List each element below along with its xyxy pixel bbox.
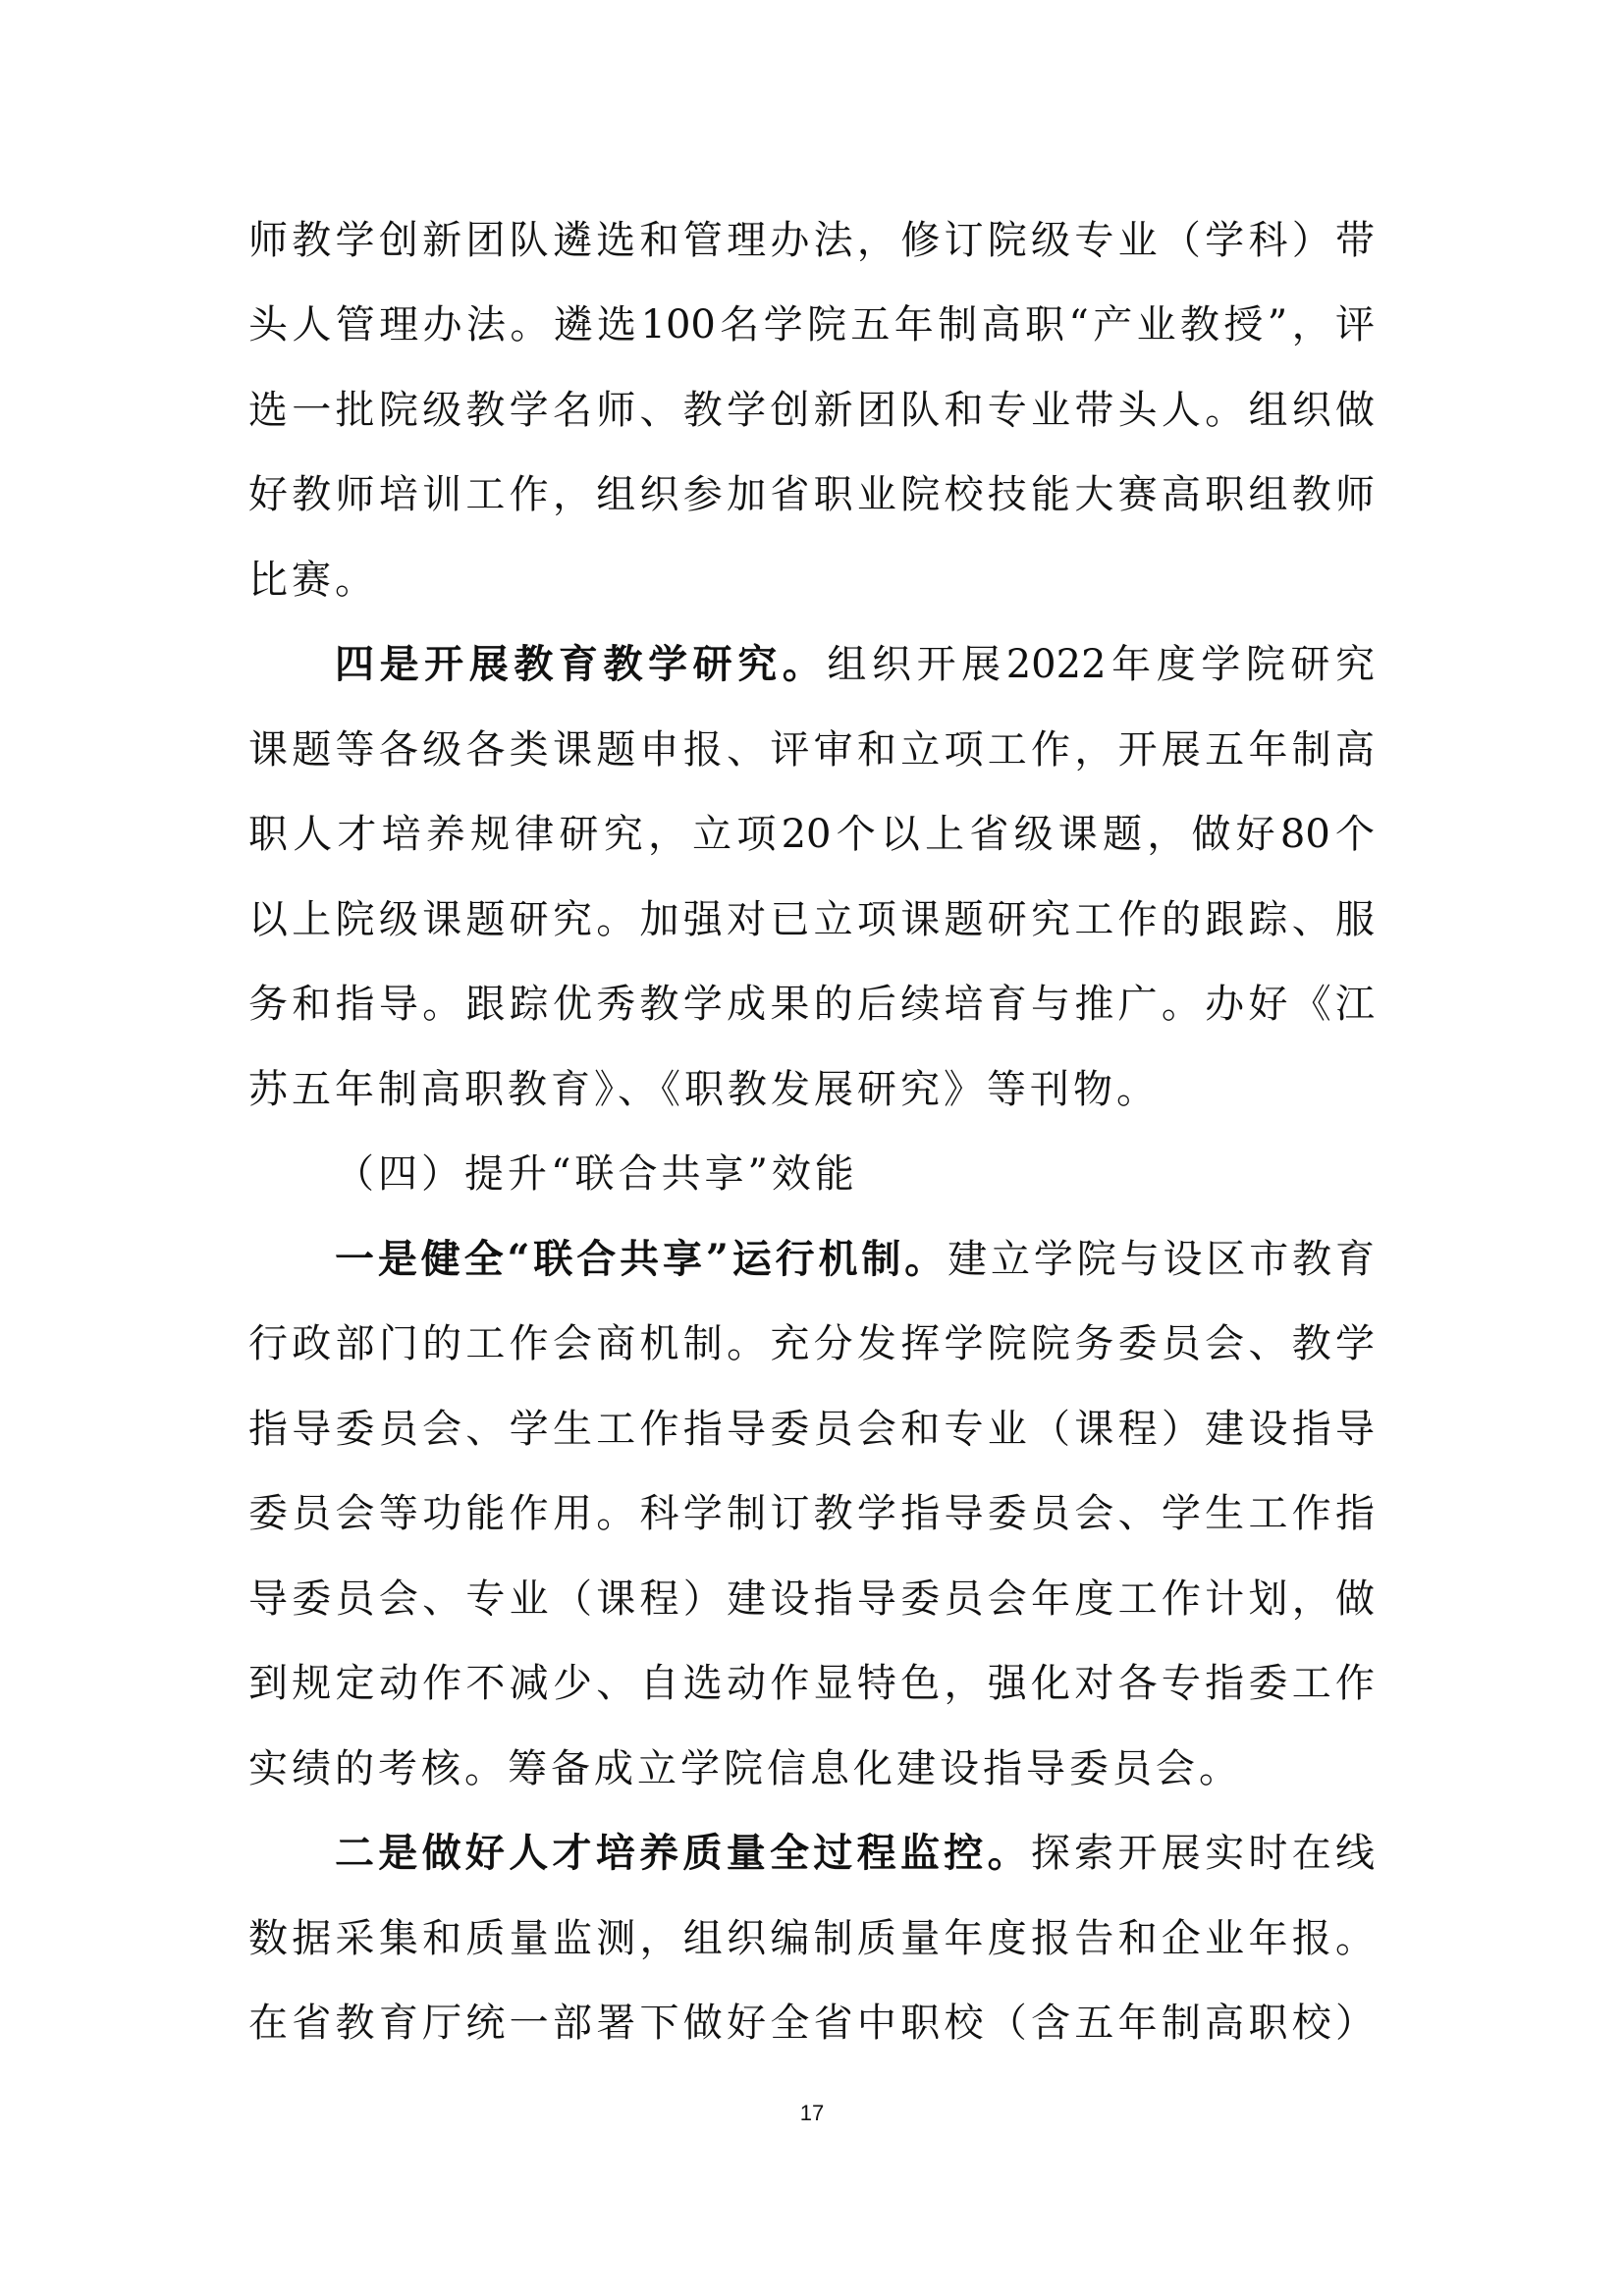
line-text: 务和指导。跟踪优秀教学成果的后续培育与推广。办好《江 — [248, 982, 1375, 1027]
line-text: 好教师培训工作，组织参加省职业院校技能大赛高职组教师 — [248, 472, 1375, 517]
line-text: 课题等各级各类课题申报、评审和立项工作，开展五年制高 — [248, 727, 1375, 773]
body-line — [248, 1909, 1375, 1968]
section-heading — [335, 1145, 1375, 1203]
line-text: 头人管理办法。遴选100名学院五年制高职“产业教授”，评 — [248, 302, 1375, 347]
page-number: 17 — [799, 2101, 825, 2125]
line-text: 师教学创新团队遴选和管理办法，修订院级专业（学科）带 — [248, 218, 1375, 263]
body-line — [248, 211, 1375, 270]
body-line — [248, 975, 1375, 1034]
line-text: 行政部门的工作会商机制。充分发挥学院院务委员会、教学 — [248, 1321, 1375, 1366]
bold-lead-phrase: 一是健全“联合共享”运行机制。 — [335, 1236, 948, 1282]
line-text: 委员会等功能作用。科学制订教学指导委员会、学生工作指 — [248, 1491, 1375, 1536]
body-line — [248, 465, 1375, 524]
line-text: 苏五年制高职教育》、《职教发展研究》等刊物。 — [248, 1067, 1160, 1112]
line-text: 以上院级课题研究。加强对已立项课题研究工作的跟踪、服 — [248, 897, 1375, 942]
line-text: 实绩的考核。筹备成立学院信息化建设指导委员会。 — [248, 1746, 1242, 1791]
body-line — [248, 1570, 1375, 1629]
body-line — [248, 1994, 1375, 2053]
body-line — [248, 295, 1375, 354]
body-line — [248, 1400, 1375, 1459]
line-text: 在省教育厅统一部署下做好全省中职校（含五年制高职校） — [248, 2001, 1375, 2046]
line-text: 探索开展实时在线 — [1030, 1831, 1376, 1876]
body-line — [248, 1484, 1375, 1543]
body-line — [248, 551, 1375, 610]
paragraph-heading-line — [335, 1824, 1375, 1883]
line-text: 比赛。 — [248, 558, 378, 603]
body-line — [248, 381, 1375, 440]
line-text: 指导委员会、学生工作指导委员会和专业（课程）建设指导 — [248, 1407, 1375, 1452]
line-text: 导委员会、专业（课程）建设指导委员会年度工作计划，做 — [248, 1576, 1375, 1622]
line-text: 数据采集和质量监测，组织编制质量年度报告和企业年报。 — [248, 1916, 1375, 1961]
body-line — [248, 1060, 1375, 1119]
line-text: 选一批院级教学名师、教学创新团队和专业带头人。组织做 — [248, 388, 1375, 433]
line-text: 到规定动作不减少、自选动作显特色，强化对各专指委工作 — [248, 1661, 1375, 1706]
body-line — [248, 890, 1375, 949]
bold-lead-phrase: 二是做好人才培养质量全过程监控。 — [335, 1830, 1031, 1876]
body-line — [248, 1314, 1375, 1373]
paragraph-heading-line — [335, 635, 1375, 694]
body-line — [248, 721, 1375, 779]
body-line — [248, 1739, 1375, 1798]
paragraph-heading-line — [335, 1230, 1375, 1289]
body-line — [248, 805, 1375, 864]
line-text: 职人才培养规律研究，立项20个以上省级课题，做好80个 — [248, 812, 1375, 857]
bold-lead-phrase: 四是开展教育教学研究。 — [335, 641, 828, 687]
section-heading-text: （四）提升“联合共享”效能 — [335, 1151, 858, 1197]
line-text: 组织开展2022年度学院研究 — [827, 642, 1376, 687]
body-line — [248, 1654, 1375, 1713]
line-text: 建立学院与设区市教育 — [947, 1237, 1376, 1282]
